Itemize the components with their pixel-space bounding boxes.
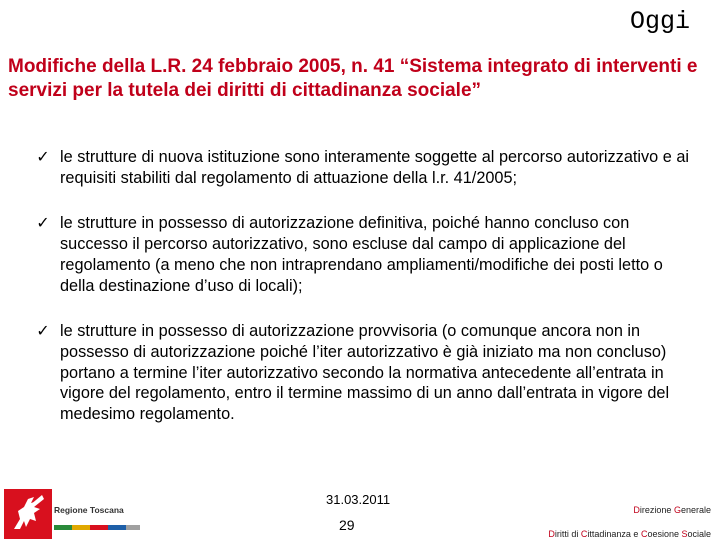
bullet-item (34, 147, 694, 188)
logo-text: Regione Toscana (54, 505, 124, 515)
slide-header-label: Oggi (629, 7, 690, 36)
bullet-item (34, 213, 694, 296)
department-line-1: Direzione Generale (633, 505, 711, 515)
department-line-2: Diritti di Cittadinanza e Coesione Sociale (548, 529, 711, 539)
footer-date: 31.03.2011 (326, 492, 391, 507)
check-mark-icon: ✓ (36, 321, 50, 341)
page-number: 29 (339, 517, 355, 533)
bullet-text: le strutture in possesso di autorizzazione definitiva, poiché hanno concluso con successo il percorso autorizzativo, sono escluse dal campo di applicazione del regolamento (a meno che non intraprendano ampliamenti/modifiche dei posti letto o della destinazione d’uso di locali); (60, 214, 663, 295)
bullet-text: le strutture di nuova istituzione sono interamente soggette al percorso autorizzativo e ai requisiti stabiliti dal regolamento di attuazione della l.r. 41/2005; (60, 148, 689, 187)
bullet-list (34, 147, 694, 425)
check-mark-icon: ✓ (36, 147, 50, 166)
slide-title: Modifiche della L.R. 24 febbraio 2005, n. 41 “Sistema integrato di interventi e servizi per la tutela dei diritti di cittadinanza sociale” (8, 56, 698, 101)
department-name (548, 498, 711, 546)
bullet-text: le strutture in possesso di autorizzazione provvisoria (o comunque ancora non in possesso di autorizzazione poiché l’iter autorizzativo è già iniziato ma non concluso) portano a termine l’iter autorizzativo secondo la normativa antecedente all’entrata in vigore del regolamento, entro il termine massimo di un anno dall’entrata in vigore del medesimo regolamento. (60, 322, 670, 424)
bullet-item (34, 321, 694, 425)
check-mark-icon: ✓ (36, 213, 50, 233)
regione-toscana-logo (0, 488, 150, 540)
pegasus-icon (4, 489, 52, 539)
logo-stripe (54, 517, 140, 522)
